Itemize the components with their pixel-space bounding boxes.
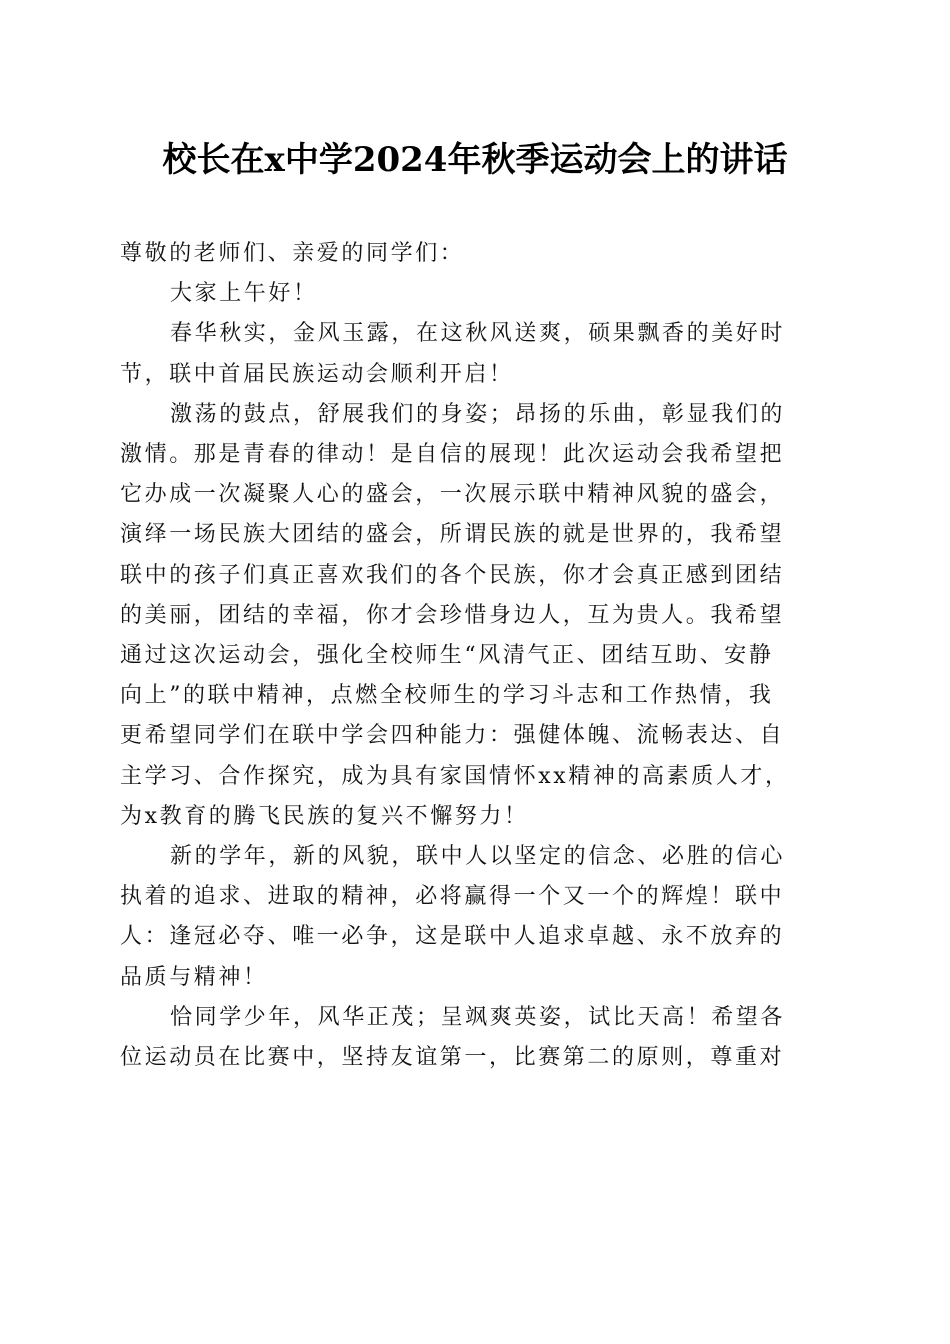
paragraph xyxy=(120,314,825,394)
document-title: 校长在x中学2024年秋季运动会上的讲话 xyxy=(162,140,788,180)
paragraph-line: 更希望同学们在联中学会四种能力：强健体魄、流畅表达、自 xyxy=(120,723,785,749)
paragraph-line: 恰同学少年，风华正茂；呈飒爽英姿，试比天高！希望各 xyxy=(170,1004,786,1030)
paragraph-line: 演绎一场民族大团结的盛会，所谓民族的就是世界的，我希望 xyxy=(120,522,785,548)
paragraph-line: 春华秋实，金风玉露，在这秋风送爽，硕果飘香的美好时 xyxy=(170,321,786,347)
paragraph-line: 联中的孩子们真正喜欢我们的各个民族，你才会真正感到团结 xyxy=(120,562,785,588)
paragraph-list xyxy=(120,274,825,1078)
paragraph-line: 通过这次运动会，强化全校师生“风清气正、团结互助、安静 xyxy=(120,643,774,669)
paragraph xyxy=(120,274,825,314)
paragraph-line: 它办成一次凝聚人心的盛会，一次展示联中精神风貌的盛会， xyxy=(120,482,785,508)
paragraph-line: 品质与精神！ xyxy=(120,964,268,990)
paragraph-line: 执着的追求、进取的精神，必将赢得一个又一个的辉煌！联中 xyxy=(120,884,785,910)
paragraph-line: 主学习、合作探究，成为具有家国情怀xx精神的高素质人才， xyxy=(120,763,790,789)
paragraph xyxy=(120,998,825,1078)
paragraph-line: 位运动员在比赛中，坚持友谊第一，比赛第二的原则，尊重对 xyxy=(120,1045,785,1071)
paragraph xyxy=(120,395,825,837)
paragraph-line: 人：逢冠必夺、唯一必争，这是联中人追求卓越、永不放弃的 xyxy=(120,924,785,950)
salutation-line: 尊敬的老师们、亲爱的同学们： xyxy=(120,241,465,266)
document-body xyxy=(120,234,825,1078)
paragraph xyxy=(120,837,825,998)
paragraph-line: 为x教育的腾飞民族的复兴不懈努力！ xyxy=(120,803,529,829)
paragraph-line: 激荡的鼓点，舒展我们的身姿；昂扬的乐曲，彰显我们的 xyxy=(170,401,786,427)
paragraph-line: 的美丽，团结的幸福，你才会珍惜身边人，互为贵人。我希望 xyxy=(120,602,785,628)
salutation xyxy=(120,234,825,274)
paragraph-line: 新的学年，新的风貌，联中人以坚定的信念、必胜的信心 xyxy=(170,844,786,870)
paragraph-line: 节，联中首届民族运动会顺利开启！ xyxy=(120,361,514,387)
paragraph-line: 激情。那是青春的律动！是自信的展现！此次运动会我希望把 xyxy=(120,442,785,468)
paragraph-line: 向上”的联中精神，点燃全校师生的学习斗志和工作热情，我 xyxy=(120,683,774,709)
paragraph-line: 大家上午好！ xyxy=(170,281,318,307)
